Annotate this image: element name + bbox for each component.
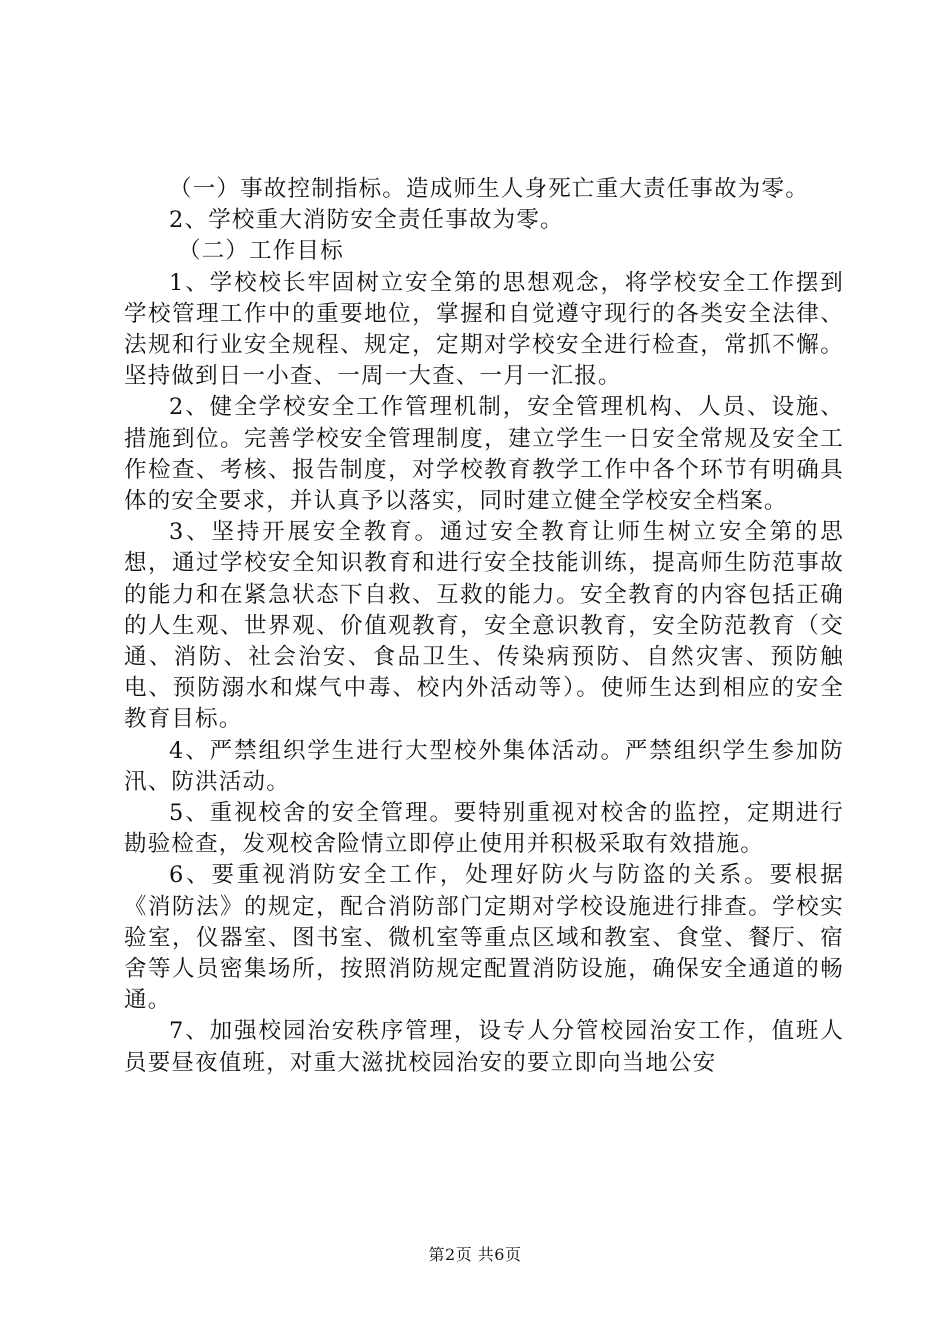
paragraph-item-7: 7、加强校园治安秩序管理，设专人分管校园治安工作，值班人员要昼夜值班，对重大滋扰校园治安的要立即向当地公安 [124, 1018, 844, 1076]
paragraph-fire-accident: 2、学校重大消防安全责任事故为零。 [169, 207, 564, 234]
document-body [124, 174, 844, 1079]
paragraph-item-5: 5、重视校舍的安全管理。要特别重视对校舍的监控，定期进行勘验检查，发观校舍险情立即停止使用并积极采取有效措施。 [124, 800, 844, 858]
paragraph-accident-control: （一）事故控制指标。造成师生人身死亡重大责任事故为零。 [169, 176, 809, 202]
paragraph-item-4: 4、严禁组织学生进行大型校外集体活动。严禁组织学生参加防汛、防洪活动。 [124, 737, 844, 795]
paragraph-item-1: 1、学校校长牢固树立安全第的思想观念，将学校安全工作摆到学校管理工作中的重要地位，掌握和自觉遵守现行的各类安全法律、法规和行业安全规程、规定，定期对学校安全进行检查，常抓不懈。坚持做到日一小查、一周一大查、一月一汇报。 [124, 269, 844, 390]
paragraph-item-2: 2、健全学校安全工作管理机制，安全管理机构、人员、设施、措施到位。完善学校安全管理制度，建立学生一日安全常规及安全工作检查、考核、报告制度，对学校教育教学工作中各个环节有明确具体的安全要求，并认真予以落实，同时建立健全学校安全档案。 [124, 394, 844, 515]
paragraph-item-3: 3、坚持开展安全教育。通过安全教育让师生树立安全第的思想，通过学校安全知识教育和进行安全技能训练，提高师生防范事故的能力和在紧急状态下自救、互救的能力。安全教育的内容包括正确的人生观、世界观、价值观教育，安全意识教育，安全防范教育（交通、消防、社会治安、食品卫生、传染病预防、自然灾害、预防触电、预防溺水和煤气中毒、校内外活动等）。使师生达到相应的安全教育目标。 [124, 519, 844, 733]
section-heading-work-goals: （二）工作目标 [178, 238, 344, 265]
paragraph-item-6: 6、要重视消防安全工作，处理好防火与防盗的关系。要根据《消防法》的规定，配合消防部门定期对学校设施进行排查。学校实验室，仪器室、图书室、微机室等重点区域和教室、食堂、餐厅、宿舍等人员密集场所，按照消防规定配置消防设施，确保安全通道的畅通。 [124, 862, 844, 1014]
page-number-footer: 第2页 共6页 [428, 1245, 522, 1264]
